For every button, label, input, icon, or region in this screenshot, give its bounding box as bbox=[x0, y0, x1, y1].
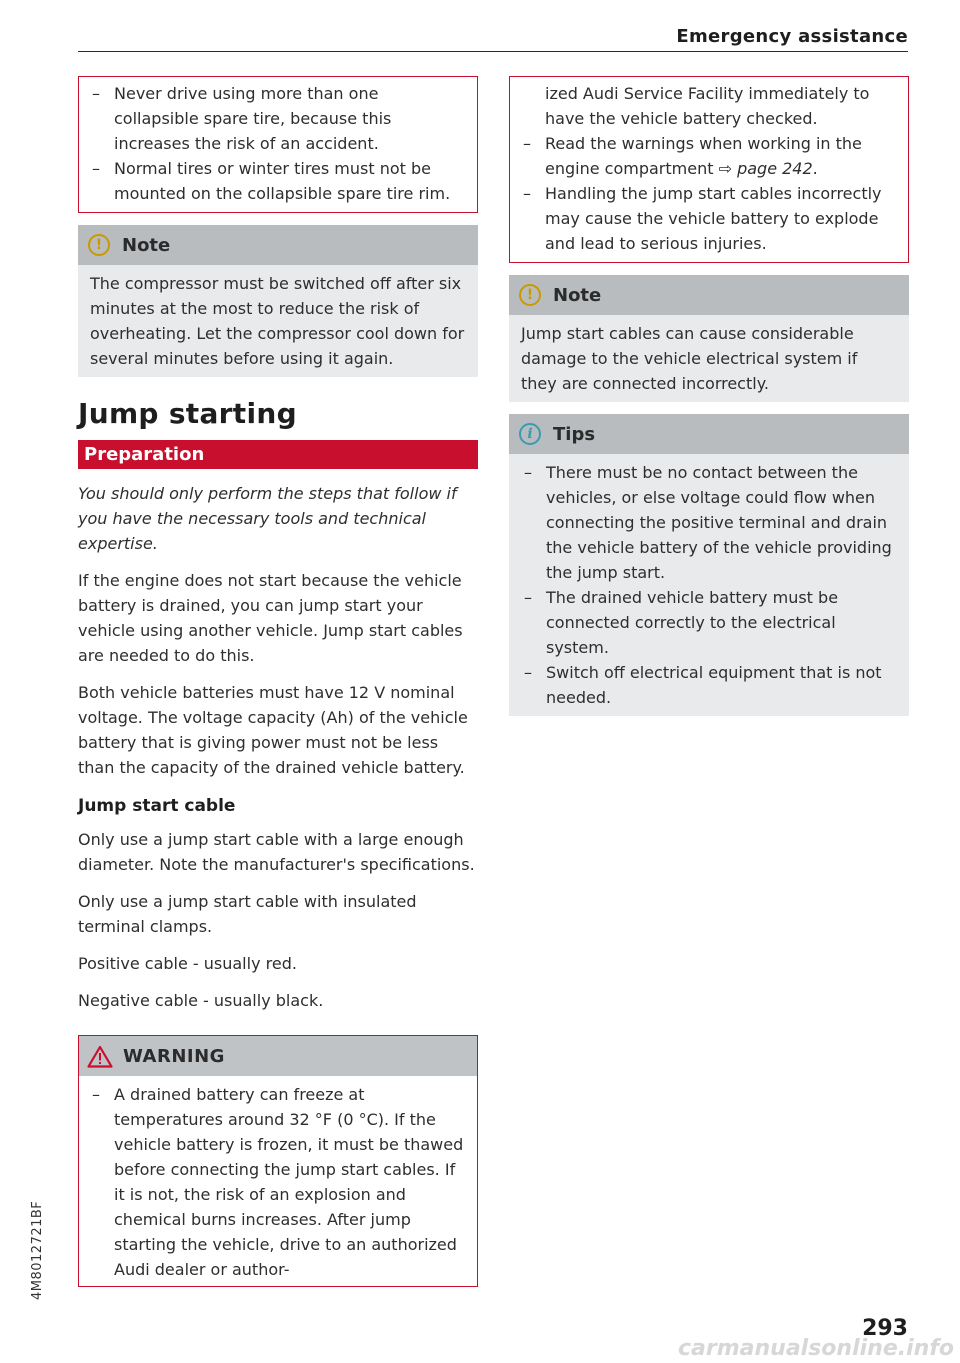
warning-label: WARNING bbox=[123, 1045, 225, 1067]
section-title: Jump starting bbox=[78, 397, 297, 430]
list-item-text: Never drive using more than one collapsible spare tire, because this increases the risk of an accident. bbox=[114, 84, 392, 153]
dash-bullet: – bbox=[523, 184, 531, 203]
list-item bbox=[89, 156, 467, 206]
page-number: 293 bbox=[862, 1316, 908, 1341]
watermark: carmanualsonline.info bbox=[678, 1336, 954, 1361]
subsection-title: Preparation bbox=[78, 440, 478, 469]
dash-bullet: – bbox=[523, 134, 531, 153]
dash-bullet: – bbox=[92, 159, 100, 178]
paragraph: Positive cable - usually red. bbox=[78, 954, 297, 973]
page-reference-link[interactable]: ⇨ page 242 bbox=[718, 159, 813, 178]
tips-header bbox=[509, 414, 909, 454]
note-text: Jump start cables can cause considerable damage to the vehicle electrical system if they are connected incorrectly. bbox=[521, 324, 858, 393]
list-item-text: There must be no contact between the vehicles, or else voltage could flow when connecting the positive terminal and drain the vehicle battery of the vehicle providing the jump start. bbox=[546, 463, 892, 582]
paragraph: Only use a jump start cable with insulated terminal clamps. bbox=[78, 892, 417, 936]
warning-triangle-icon bbox=[87, 1045, 113, 1068]
list-item bbox=[520, 181, 898, 256]
exclamation-icon: ! bbox=[88, 234, 110, 256]
list-item-text: Switch off electrical equipment that is not needed. bbox=[546, 663, 882, 707]
header-rule bbox=[78, 51, 908, 52]
dash-bullet: – bbox=[92, 84, 100, 103]
tips-label: Tips bbox=[553, 423, 596, 445]
subheading-jump-start-cable: Jump start cable bbox=[78, 796, 236, 816]
note-label: Note bbox=[122, 234, 171, 256]
warning-continuation-box bbox=[509, 76, 909, 263]
note-header bbox=[509, 275, 909, 315]
note-header bbox=[78, 225, 478, 265]
list-item-text: Read the warnings when working in the engine compartment bbox=[545, 134, 862, 178]
paragraph: Negative cable - usually black. bbox=[78, 991, 324, 1010]
tips-list bbox=[509, 454, 909, 716]
warning-continuation-box bbox=[78, 76, 478, 213]
list-item-tail: . bbox=[812, 159, 818, 178]
dash-bullet: – bbox=[524, 463, 532, 482]
note-box bbox=[78, 225, 478, 377]
dash-bullet: – bbox=[92, 1085, 100, 1104]
exclamation-icon: ! bbox=[519, 284, 541, 306]
warning-box bbox=[78, 1035, 478, 1287]
tips-box bbox=[509, 414, 909, 716]
list-item bbox=[89, 81, 467, 156]
list-item bbox=[521, 585, 897, 660]
left-column bbox=[78, 76, 478, 1287]
note-text: The compressor must be switched off after six minutes at the most to reduce the risk of overheating. Let the compressor cool down for several minutes before using it again. bbox=[90, 274, 465, 368]
dash-bullet: – bbox=[524, 663, 532, 682]
page-header-title: Emergency assistance bbox=[676, 26, 908, 47]
intro-text: You should only perform the steps that follow if you have the necessary tools and technical expertise. bbox=[78, 484, 457, 553]
paragraph: If the engine does not start because the vehicle battery is drained, you can jump start your vehicle using another vehicle. Jump start cables are needed to do this. bbox=[78, 571, 463, 665]
list-item bbox=[520, 131, 898, 181]
warning-header bbox=[79, 1036, 477, 1076]
dash-bullet: – bbox=[524, 588, 532, 607]
list-item bbox=[521, 460, 897, 585]
note-label: Note bbox=[553, 284, 602, 306]
right-column bbox=[509, 76, 909, 716]
note-box bbox=[509, 275, 909, 402]
list-item-text: The drained vehicle battery must be connected correctly to the electrical system. bbox=[546, 588, 839, 657]
list-item-continued bbox=[520, 81, 898, 131]
paragraph: Only use a jump start cable with a large enough diameter. Note the manufacturer's specifications. bbox=[78, 830, 475, 874]
list-item-text: ized Audi Service Facility immediately to have the vehicle battery checked. bbox=[545, 84, 870, 128]
list-item-text: Normal tires or winter tires must not be mounted on the collapsible spare tire rim. bbox=[114, 159, 451, 203]
document-code: 4M8012721BF bbox=[30, 1200, 45, 1300]
list-item bbox=[89, 1082, 467, 1282]
list-item bbox=[521, 660, 897, 710]
info-icon: i bbox=[519, 423, 541, 445]
list-item-text: A drained battery can freeze at temperatures around 32 °F (0 °C). If the vehicle battery is frozen, it must be thawed before connecting the jump start cables. If it is not, the risk of an explosion and chemical burns increases. After jump starting the vehicle, drive to an authorized Audi dealer or author- bbox=[114, 1085, 464, 1279]
paragraph: Both vehicle batteries must have 12 V nominal voltage. The voltage capacity (Ah) of the vehicle battery that is giving power must not be less than the capacity of the drained vehicle battery. bbox=[78, 683, 468, 777]
list-item-text: Handling the jump start cables incorrectly may cause the vehicle battery to explode and lead to serious injuries. bbox=[545, 184, 882, 253]
